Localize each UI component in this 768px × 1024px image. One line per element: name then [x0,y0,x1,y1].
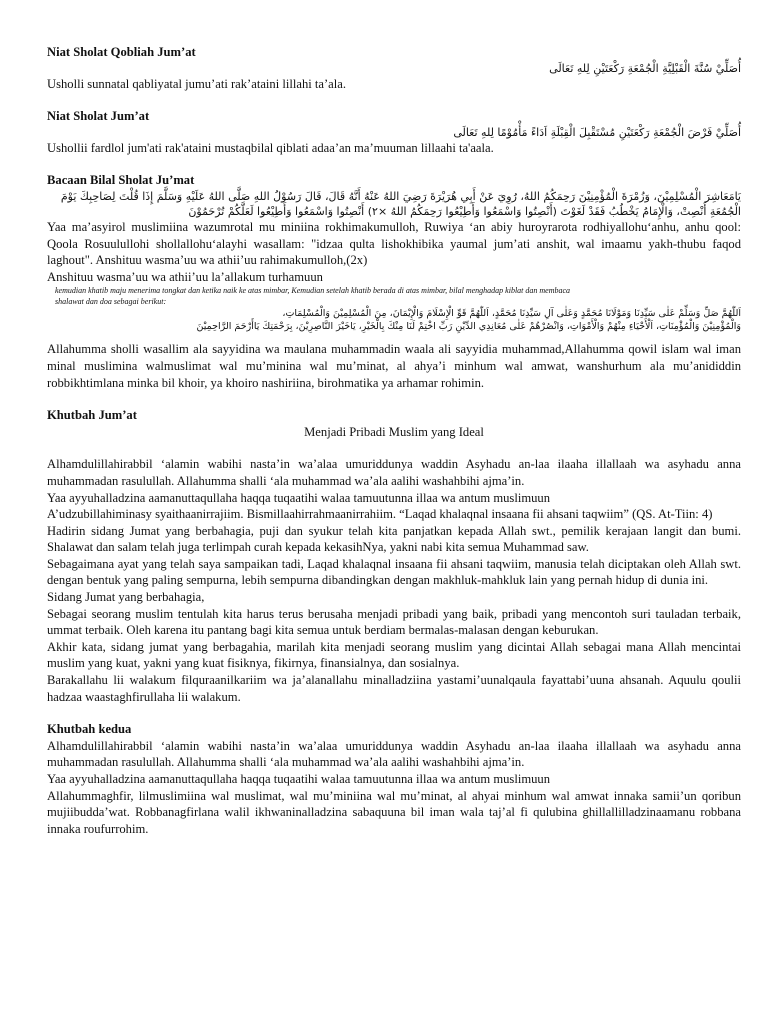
latin-shalawat: Allahumma sholli wasallim ala sayyidina wa maulana muhammadin waala ali sayyidia muhammad,Allahumma qowil islam wal iman minal muslimina walmuslimat wal mu’minina wal mu’minat, al ahya’i minhum wal amwat, wanshurhum ala mu’anididdin robbikhtimlana minka bil khoir, ya khoiro nashiriina, birohmatika ya arhamar rohimin. [47,342,741,390]
latin-niat-qobliah: Usholli sunnatal qabliyatal jumu’ati rak’ataini lillahi ta’ala. [47,76,347,91]
khutbah-subtitle: Menjadi Pribadi Muslim yang Ideal [304,424,484,439]
arabic-bilal-line-2: الْجُمُعَةِ أَنْصِتْ، وَالْإِمَامُ يَخْطُبُ فَقَدْ لَغَوْتَ (أَنْصِتُوا وَاسْمَعُوا وَأَطِيْعُوا رَحِمَكُمُ اللهُ ×٢) أَنْصِتُوا وَاسْمَعُوا وَأَطِيْعُوا لَعَلَّكُمْ تُرْحَمُوْنَ [188,204,741,218]
section-title-khutbah-jumat: Khutbah Jum’at [47,408,137,423]
section-title-niat-qobliah: Niat Sholat Qobliah Jum’at [47,45,196,59]
khutbah-paragraph-4: Hadirin sidang Jumat yang berbahagia, puji dan syukur telah kita panjatkan kepada Allah swt., pemilik kerajaan langit dan bumi. Shalawat dan salam telah juga terlimpah curah kepada kekasihNya, yakni nabi kita semua Muhammad saw. [47,523,741,555]
latin-niat-jumat: Ushollii fardlol jum'ati rak'ataini mustaqbilal qiblati adaa’an ma’muuman lillaahi ta'aala. [47,140,494,155]
khutbah-paragraph-7: Sebagai seorang muslim tentulah kita harus terus berusaha menjadi pribadi yang baik, pribadi yang mencontoh suri tauladan terbaik, ummat terbaik. Oleh karena itu pantang bagi kita semua untuk berdiam bermalas-malasan dengan keburukan. [47,606,741,638]
khutbah-paragraph-3: A’udzubillahiminasy syaithaanirrajiim. Bismillaahirrahmaanirrahiim. “Laqad khalaqnal insaana fii ahsani taqwiim” (QS. At-Tiin: 4) [47,507,713,522]
khutbah-paragraph-5: Sebagaimana ayat yang telah saya sampaikan tadi, Laqad khalaqnal insaana fii ahsani taqwiim, manusia telah diciptakan oleh Allah swt. dengan bentuk yang paling sempurna, lebih sempurna dibandingkan dengan makhluk-mahkluk lain yang pernah hidup di dunia ini. [47,556,741,588]
arabic-niat-qobliah: أُصَلِّيْ سُنَّةَ الْقَبْلِيَّةِ الْجُمْعَةِ رَكْعَتَيْنِ لِلهِ تَعَالَى [549,61,741,75]
khutbah-paragraph-9: Barakallahu lii walakum filquraanilkariim wa ja’alanallahu minalladziina yastami’uunalqaula fayattabi’uuna ahsanah. Aquulu qoulii hadzaa waastaghfirullaha lii walakum. [47,673,741,704]
khutbah-paragraph-1: Alhamdulillahirabbil ‘alamin wabihi nasta’in wa’alaa umuriddunya waddin Asyhadu an-laa ilaaha illallaah wa asyhadu anna muhammadan rasulullah. Allahumma shalli ‘ala muhammad wa’ala aalihi washahbihi ajma’in. [47,457,741,488]
section-title-bacaan-bilal: Bacaan Bilal Sholat Ju’mat [47,173,195,188]
section-title-niat-jumat: Niat Sholat Jum’at [47,109,150,124]
instruction-note-1: kemudian khatib maju menerima tongkat dan ketika naik ke atas mimbar, Kemudian setelah khatib berada di atas mimbar, bilal menghadap kiblat dan membaca [55,286,571,296]
instruction-note-2: shalawat dan doa sebagai berikut: [55,297,167,307]
khutbah-paragraph-2: Yaa ayyuhalladzina aamanuttaqullaha haqqa tuqaatihi walaa tamuutunna illaa wa antum muslimuun [47,490,551,505]
khutbah-kedua-paragraph-1: Alhamdulillahirabbil ‘alamin wabihi nasta’in wa’alaa umuriddunya waddin Asyhadu an-laa ilaaha illallaah wa asyhadu anna muhammadan rasulullah. Allahumma shalli ‘ala muhammad wa’ala aalihi washahbihi ajma’in. [47,738,741,770]
latin-bilal-2: Anshituu wasma’uu wa athii’uu la’allakum turhamuun [47,269,323,284]
khutbah-paragraph-6: Sidang Jumat yang berbahagia, [47,590,205,605]
arabic-niat-jumat: أُصَلِّيْ فَرْضَ الْجُمْعَةِ رَكْعَتَيْنِ مُسْتَقْبِلَ الْقِبْلَةِ اَدَاءً مَأْمُوْمًا لِلهِ تَعَالَى [453,125,741,139]
latin-bilal: Yaa ma’asyirol muslimiina wazumrotal mu miniina rokhimakumulloh, Ruwiya ‘an abiy huroyrarota rodhiyallohu‘anhu, anhu qool: Qoola Rosuulullohi shollallohu‘alayhi wasallam: "idzaa qulta lishokhibika yaumal jum’ati anshit, wal imaamu yakh-thubu faqod laghout". Anshituu wasma’uu wa athii’uu rahimakumulloh,(2x) [47,219,741,268]
section-title-khutbah-kedua: Khutbah kedua [47,722,132,737]
arabic-shalawat-line-2: وَالْمُؤْمِنِيْنَ وَالْمُؤْمِنَاتِ، اَلْأَحْيَاءِ مِنْهُمْ وَالْأَمْوَاتِ، وَانْصُرْهُمْ عَلٰى مُعَانِدِي الدِّيْنِ رَبِّ اخْتِمْ لَنَا مِنْكَ بِالْخَيْرِ، يَاخَيْرَ النَّاصِرِيْنَ، بِرَحْمَتِكَ يَاأَرْحَمَ الرَّاحِمِيْنَ [196,321,741,333]
arabic-bilal-line-1: يَامَعَاشِرَ الْمُسْلِمِيْنَ، وَزُمْرَةَ الْمُؤْمِنِيْنَ رَحِمَكُمُ اللهُ، رُوِيَ عَنْ أَبِي هُرَيْرَةَ رَضِيَ اللهُ عَنْهُ أَنَّهُ قَالَ، قَالَ رَسُوْلُ اللهِ صَلَّى اللهُ عَلَيْهِ وَسَلَّمَ إِذَا قُلْتَ لِصَاحِبِكَ يَوْمَ [60,189,741,203]
khutbah-kedua-paragraph-2: Yaa ayyuhalladzina aamanuttaqullaha haqqa tuqaatihi walaa tamuutunna illaa wa antum muslimuun [47,772,551,786]
arabic-shalawat-line-1: اَللّٰهُمَّ صَلِّ وَسَلِّمْ عَلٰى سَيِّدِنَا وَمَوْلَانَا مُحَمَّدٍ وَعَلٰى آلِ سَيِّدِنَا مُحَمَّدٍ، اَللّٰهُمَّ قَوِّ الْإِسْلَامَ وَالْإِيْمَانَ، مِنَ الْمُسْلِمِيْنَ وَالْمُسْلِمَاتِ، [282,308,741,320]
khutbah-paragraph-8: Akhir kata, sidang jumat yang berbagahia, marilah kita menjadi seorang muslim yang dicintai Allah sebagai mana Allah mencintai muslim yang kuat, yakni yang kuat fisiknya, fikirnya, finansialnya, dan sosialnya. [47,639,741,671]
khutbah-kedua-paragraph-3: Allahummaghfir, lilmuslimiina wal muslimat, wal mu’miniina wal mu’minat, al ahyai minhum wal amwat innaka samii’un qoribun mujiibudda’wat. Robbanagfirlana walil ikhwaninalladzina sabaquuna bil iman wala taj’al fi qulubina ghillallilladzinaamanu robbana innaka roufurrohim. [47,788,741,836]
